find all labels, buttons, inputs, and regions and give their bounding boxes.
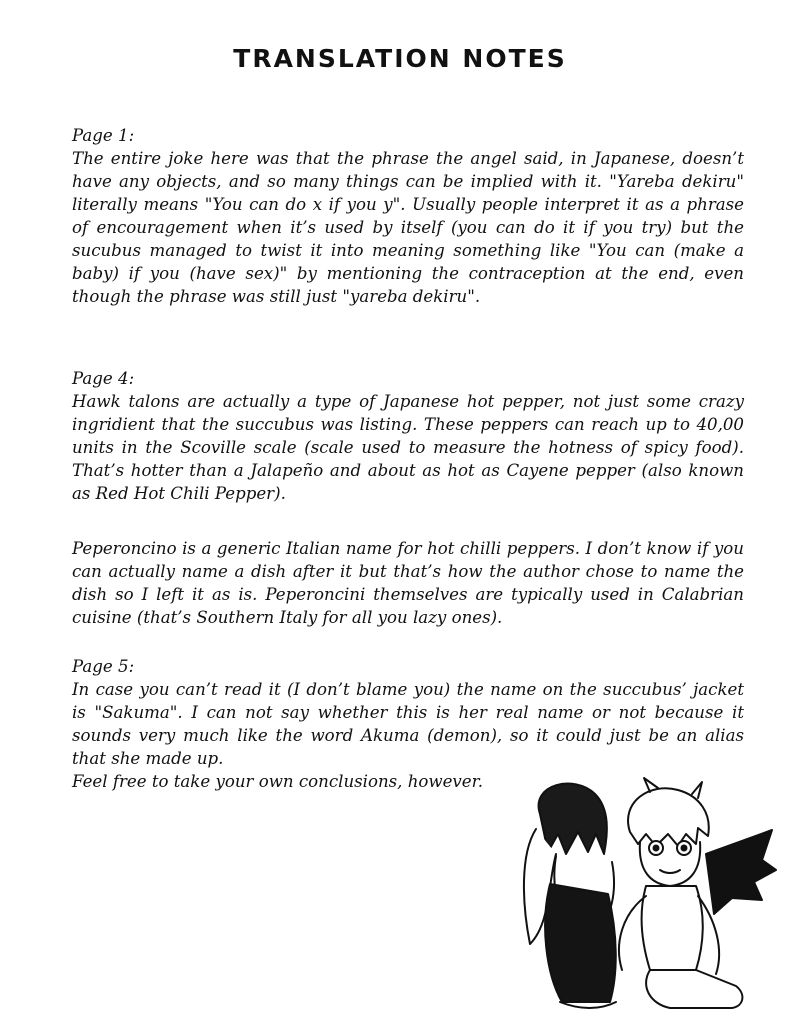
note-paragraph: The entire joke here was that the phrase the angel said, in Japanese, doesn’t have any objects, and so many things can be implied with it. "Yareba dekiru" literally means "You can do x if you y". Usually people interpret it as a phrase of encouragement when it’s used by itself (you can do it if you try) but the sucubus managed to twist it into meaning something like "You can (make a baby) if you (have sex)" by mentioning the contraception at the end, even though the phrase was still just "yareba dekiru".	[72, 149, 744, 306]
bat-wing	[706, 830, 776, 914]
angel-hair	[539, 784, 607, 854]
note-paragraph: In case you can’t read it (I don’t blame you) the name on the succubus’ jacket is "Sakuma". I can not say whether this is her real name or not because it sounds very much like the word Akuma (demon), so it could just be an alias that she made up.	[72, 680, 744, 768]
note-heading: Page 1:	[72, 126, 135, 145]
succubus-mouth	[660, 870, 680, 873]
note-page-4	[72, 367, 744, 505]
note-heading: Page 4:	[72, 369, 135, 388]
succubus-horn	[692, 782, 702, 798]
note-page-5	[72, 655, 744, 793]
note-page-4-continued	[72, 537, 744, 629]
note-paragraph: Feel free to take your own conclusions, however.	[72, 772, 483, 791]
succubus-body	[642, 886, 703, 970]
characters-illustration	[500, 774, 780, 1014]
page-title: TRANSLATION NOTES	[233, 44, 567, 73]
note-paragraph: Peperoncino is a generic Italian name for hot chilli peppers. I don’t know if you can actually name a dish after it but that’s how the author chose to name the dish so I left it as is. Peperoncini themselves are typically used in Calabrian cuisine (that’s Southern Italy for all you lazy ones).	[72, 539, 744, 627]
note-paragraph: Hawk talons are actually a type of Japanese hot pepper, not just some crazy ingridient that the succubus was listing. These peppers can reach up to 40,00 units in the Scoville scale (scale used to measure the hotness of spicy food). That’s hotter than a Jalapeño and about as hot as Cayene pepper (also known as Red Hot Chili Pepper).	[72, 392, 744, 503]
succubus-leg	[646, 970, 742, 1008]
note-heading: Page 5:	[72, 657, 135, 676]
succubus-hair	[628, 788, 709, 846]
angel-legs	[545, 884, 616, 1002]
note-page-1	[72, 124, 744, 308]
